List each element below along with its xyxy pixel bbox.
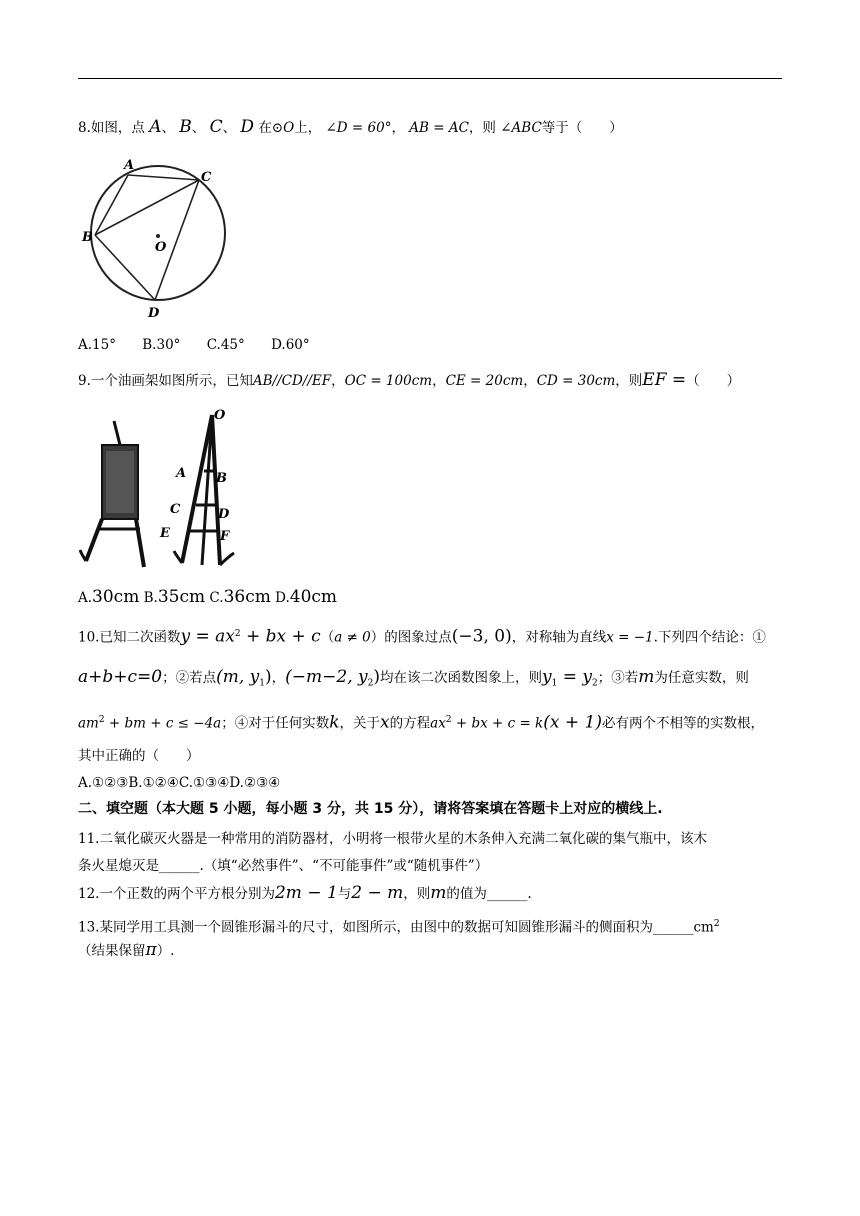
q9-stem: 9.一个油画架如图所示，已知AB//CD//EF，OC = 100cm，CE = 20cm，CD = 30cm，则EF =（ ） [78,370,741,390]
q10-option-c[interactable]: C.①③④ [178,775,230,791]
q10-line-1: 10.已知二次函数$y = ax^2$ + bx + c（a ≠ 0）的图象过点(−3, 0)，对称轴为直线x = −1.下列四个结论：① [78,626,766,647]
label-o: O [155,240,167,255]
q9-easel-figure [78,405,250,575]
label-b: B [82,230,93,245]
label-c: C [170,502,181,517]
label-c: C [201,170,212,185]
q8-circle-figure [78,150,238,322]
label-a: A [176,466,187,481]
painting-canvas [106,451,134,513]
easel-mast [114,421,120,445]
q11-line-1: 11.二氧化碳灭火器是一种常用的消防器材，小明将一根带火星的木条伸入充满二氧化碳的集气瓶中，该木 [78,831,707,847]
q10-option-a[interactable]: A.①②③ [78,775,129,791]
q9-options [78,587,337,608]
q12-stem: 12.一个正数的两个平方根分别为2m − 1与2 − m，则m的值为______. [78,883,532,903]
label-b: B [216,471,227,486]
q8-option-c[interactable]: C.45° [206,337,245,353]
q8-option-d[interactable]: D.60° [271,337,310,353]
label-d: D [148,306,160,321]
q10-line-4: 其中正确的（ ） [78,748,200,764]
section-2-heading: 二、填空题（本大题 5 小题，每小题 3 分，共 15 分），请将答案填在答题卡上对应的横线上. [78,801,663,817]
q10-line-2: a+b+c=0；②若点(m, $y_1$)，(−m−2, $y_2$)均在该二次函数图象上，则$y_1 = y_2$；③若m为任意实数，则 [78,667,749,689]
label-f: F [220,529,230,544]
q10-line-3: $am^2$ + bm + c ≤ −4a；④对于任何实数k，关于x的方程$ax^2$ + bx + c = k(x + 1)必有两个不相等的实数根， [78,712,764,733]
q13-line-1: 13.某同学用工具测一个圆锥形漏斗的尺寸，如图所示，由图中的数据可知圆锥形漏斗的侧面积为$\_\_\_\_\_\_cm^2$ [78,919,720,936]
easel-leg-left [86,519,102,561]
q8-option-a[interactable]: A.15° [78,337,116,353]
chord-ac [128,175,199,180]
q9-option-d[interactable]: D.40cm [275,587,338,607]
q10-options [78,773,280,793]
label-d: D [218,507,230,522]
center-point [156,234,160,238]
q8-option-b[interactable]: B.30° [142,337,181,353]
q13-line-2: （结果保留π）. [78,940,175,960]
circle-o [91,166,225,300]
q10-option-b[interactable]: B.①②④ [128,775,179,791]
q9-option-b[interactable]: B.35cm [143,587,206,607]
q9-option-c[interactable]: C.36cm [209,587,271,607]
q8-stem: 8.如图，点 A、 B、 C、 D 在⊙O上， ∠D = 60°， AB = AC，则 ∠ABC等于（ ） [78,117,623,137]
easel-leg-right [136,519,144,567]
header-rule [78,78,782,79]
label-e: E [160,526,170,541]
q8-options [78,335,332,355]
frame-leg-right [212,415,220,565]
label-a: A [124,158,135,173]
q10-option-d[interactable]: D.②③④ [229,775,281,791]
q11-line-2: 条火星熄灭是______.（填“必然事件”、“不可能事件”或“随机事件”） [78,858,489,874]
label-o: O [214,408,226,423]
q9-option-a[interactable]: A.30cm [78,587,140,607]
